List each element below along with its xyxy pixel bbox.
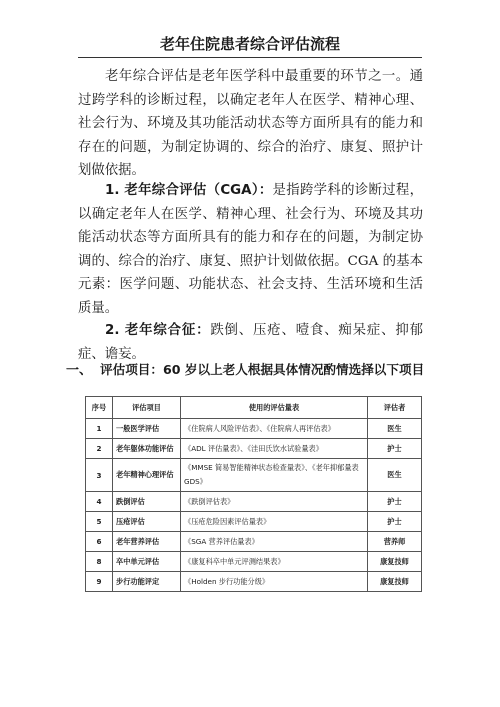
row-scale: 《MMSE 简易智能精神状态检查量表》、《老年抑郁量表 GDS》	[181, 459, 368, 492]
table-row	[86, 512, 422, 532]
row-number: 5	[86, 512, 113, 532]
row-number: 3	[86, 459, 113, 492]
item-1-lead: 1. 老年综合评估（CGA）：	[105, 183, 273, 198]
row-number: 6	[86, 532, 113, 552]
row-item: 跌倒评估	[113, 492, 181, 512]
row-item: 一般医学评估	[113, 419, 181, 439]
row-scale: 《Holden 步行功能分级》	[181, 572, 368, 592]
item-1-text: 是指跨学科的诊断过程，以确定老年人在医学、精神心理、社会行为、环境及其功能活动状态等方面所具有的能力和存在的问题，为制定协调的、综合的治疗、康复、照护计划做依据。CGA 的基本元素：医学问题、功能状态、社会支持、生活环境和生活质量。	[78, 183, 423, 316]
row-scale: 《ADL 评估量表》、《洼田氏饮水试验量表》	[181, 439, 368, 459]
row-scale: 《跌倒评估表》	[181, 492, 368, 512]
row-item: 老年精神心理评估	[113, 459, 181, 492]
table-row	[86, 492, 422, 512]
row-number: 4	[86, 492, 113, 512]
row-number: 8	[86, 552, 113, 572]
assessment-table	[85, 396, 422, 592]
row-item: 老年躯体功能评估	[113, 439, 181, 459]
title-underline	[78, 57, 422, 58]
header-assessor: 评估者	[368, 397, 422, 419]
table-row	[86, 572, 422, 592]
header-scale: 使用的评估量表	[181, 397, 368, 419]
section-heading-text: 评估项目：60 岁以上老人根据具体情况酌情选择以下项目	[100, 362, 425, 377]
row-assessor: 营养师	[368, 532, 422, 552]
header-item: 评估项目	[113, 397, 181, 419]
row-number: 9	[86, 572, 113, 592]
row-item: 步行功能评定	[113, 572, 181, 592]
row-assessor: 康复技师	[368, 552, 422, 572]
table-row	[86, 439, 422, 459]
table-row	[86, 419, 422, 439]
document-title: 老年住院患者综合评估流程	[159, 35, 340, 53]
section-number: 一、	[66, 363, 93, 378]
table-row	[86, 459, 422, 492]
row-assessor: 康复技师	[368, 572, 422, 592]
row-scale: 《住院病人风险评估表》、《住院病人再评估表》	[181, 419, 368, 439]
header-number: 序号	[86, 397, 113, 419]
row-item: 压疮评估	[113, 512, 181, 532]
row-item: 卒中单元评估	[113, 552, 181, 572]
item-1-paragraph	[78, 179, 423, 321]
row-scale: 《压疮危险因素评估量表》	[181, 512, 368, 532]
intro-paragraph: 老年综合评估是老年医学科中最重要的环节之一。通过跨学科的诊断过程，以确定老年人在医学、精神心理、社会行为、环境及其功能活动状态等方面所具有的能力和存在的问题，为制定协调的、综合的治疗、康复、照护计划做依据。	[78, 69, 423, 179]
row-scale: 《康复科卒中单元评测结果表》	[181, 552, 368, 572]
item-2-lead: 2. 老年综合征：	[105, 323, 211, 338]
row-assessor: 护士	[368, 512, 422, 532]
row-assessor: 医生	[368, 459, 422, 492]
row-item: 老年营养评估	[113, 532, 181, 552]
row-assessor: 医生	[368, 419, 422, 439]
row-scale: 《SGA 营养评估量表》	[181, 532, 368, 552]
item-2-text: 跌倒、压疮、噎食、痴呆症、抑郁症、谵妄。	[78, 323, 423, 362]
row-assessor: 护士	[368, 492, 422, 512]
row-number: 1	[86, 419, 113, 439]
table-header-row	[86, 397, 422, 419]
table-row	[86, 552, 422, 572]
section-heading	[66, 359, 436, 382]
row-assessor: 护士	[368, 439, 422, 459]
row-number: 2	[86, 439, 113, 459]
table-row	[86, 532, 422, 552]
